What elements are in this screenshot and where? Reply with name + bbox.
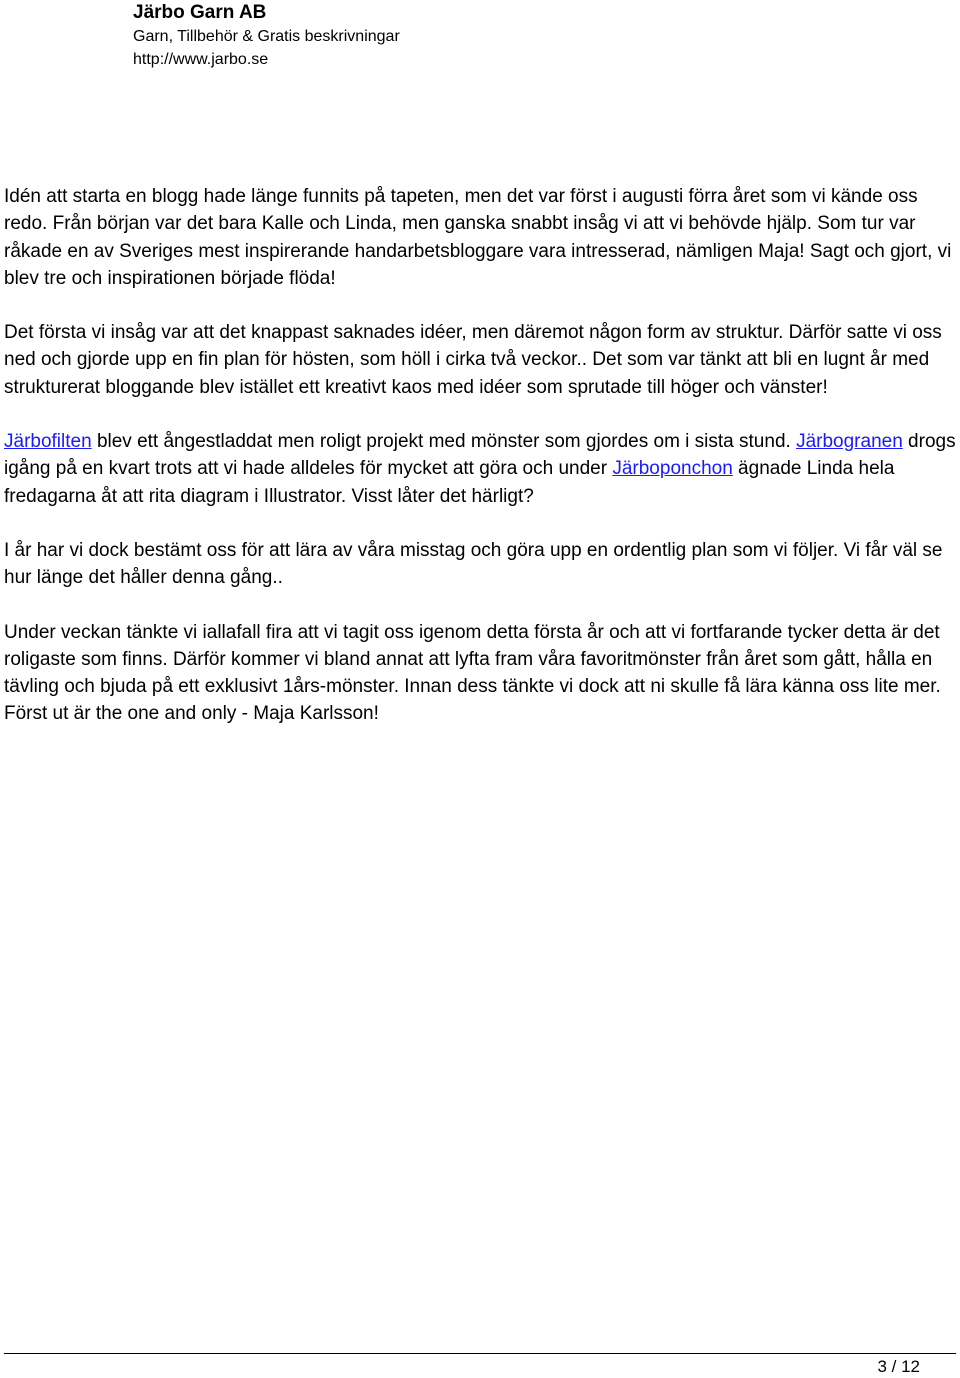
link-jarbofilten[interactable]: Järbofilten bbox=[4, 431, 92, 453]
paragraph-celebration: Under veckan tänkte vi iallafall fira att vi tagit oss igenom detta första år och att vi fortfarande tycker detta är det roligaste som finns. Därför kommer vi bland annat att lyfta fram våra favoritmönster från året som gått, hålla en tävling och bjuda på ett exklusivt 1års-mönster. Innan dess tänkte vi dock att ni skulle få lära känna oss lite mer. Först ut är the one and only - Maja Karlsson! bbox=[4, 621, 941, 725]
link-jarbogranen[interactable]: Järbogranen bbox=[796, 431, 903, 453]
paragraph-plan: I år har vi dock bestämt oss för att lära av våra misstag och göra upp en ordentlig plan som vi följer. Vi får väl se hur länge det håller denna gång.. bbox=[4, 539, 943, 589]
paragraph-projects bbox=[4, 428, 956, 510]
footer-divider bbox=[4, 1353, 956, 1354]
document-header bbox=[133, 0, 933, 71]
link-jarboponchon[interactable]: Järboponchon bbox=[612, 458, 733, 480]
company-tagline: Garn, Tillbehör & Gratis beskrivningar bbox=[133, 28, 400, 45]
paragraph-structure: Det första vi insåg var att det knappast saknades idéer, men däremot någon form av struktur. Därför satte vi oss ned och gjorde upp en fin plan för hösten, som höll i cirka två veckor.. Det som var tänkt att bli en lugnt år med strukturerat bloggande blev istället ett kreativt kaos med idéer som sprutade till höger och vänster! bbox=[4, 322, 942, 398]
page-number: 3 / 12 bbox=[877, 1357, 920, 1376]
paragraph-intro: Idén att starta en blogg hade länge funnits på tapeten, men det var först i augusti förra året som vi kände oss redo. Från början var det bara Kalle och Linda, men ganska snabbt insåg vi att vi behövde hjälp. Som tur var råkade en av Sveriges mest inspirerande handarbetsbloggare vara intresserad, nämligen Maja! Sagt och gjort, vi blev tre och inspirationen började flöda! bbox=[4, 186, 952, 289]
paragraph-projects-text-1: blev ett ångestladdat men roligt projekt med mönster som gjordes om i sista stund. bbox=[91, 431, 797, 453]
paragraph-projects-text-3: ägnade Linda hela fredagarna åt att rita diagram i Illustrator. Visst låter det härligt? bbox=[4, 458, 895, 507]
article-body bbox=[4, 183, 956, 755]
company-name: Järbo Garn AB bbox=[133, 2, 267, 23]
company-url: http://www.jarbo.se bbox=[133, 51, 269, 68]
paragraph-projects-text-2: drogs igång på en kvart trots att vi hade alldeles för mycket att göra och under bbox=[4, 431, 956, 480]
